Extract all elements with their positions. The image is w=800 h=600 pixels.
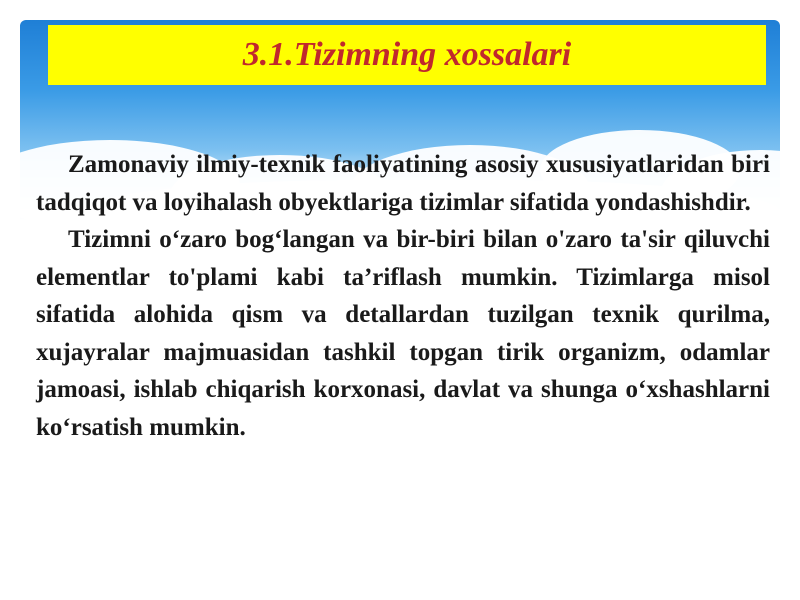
- title-bar: [48, 25, 766, 85]
- slide-body: [36, 146, 770, 446]
- paragraph: Tizimni o‘zaro bog‘langan va bir-biri bilan o'zaro ta'sir qiluvchi elementlar to'plami kabi ta’riflash mumkin. Tizimlarga misol sifatida alohida qism va detallardan tuzilgan texnik qurilma, xujayralar majmuasidan tashkil topgan tirik organizm, odamlar jamoasi, ishlab chiqarish korxonasi, davlat va shunga o‘xshashlarni ko‘rsatish mumkin.: [36, 226, 770, 441]
- paragraph: Zamonaviy ilmiy-texnik faoliyatining asosiy xususiyatlaridan biri tadqiqot va loyihalash obyektlariga tizimlar sifatida yondashishdir.: [36, 151, 770, 216]
- slide-title: 3.1.Tizimning xossalari: [242, 36, 572, 73]
